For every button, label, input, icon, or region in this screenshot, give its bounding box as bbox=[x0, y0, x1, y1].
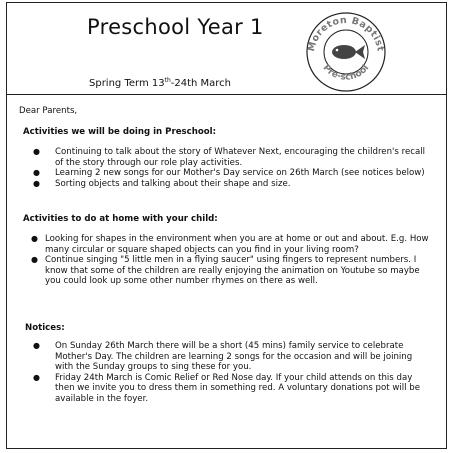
logo-bottom-text: Pre-school bbox=[320, 63, 372, 83]
preschool-logo bbox=[305, 11, 387, 93]
activities-heading: Activities we will be doing in Preschool: bbox=[23, 127, 217, 137]
greeting: Dear Parents, bbox=[19, 106, 78, 116]
logo-top-text: Moreton Baptist bbox=[306, 14, 386, 53]
home-activities-heading: Activities to do at home with your child: bbox=[23, 214, 218, 224]
bullet-icon: ● bbox=[31, 255, 38, 265]
list-item: ● Learning 2 new songs for our Mother's Day service on 26th March (see notices below) bbox=[33, 168, 425, 179]
activities-list bbox=[33, 147, 433, 189]
list-item: ● Friday 24th March is Comic Relief or Red Nose day. If your child attends on this day then we invite you to dress them in something red. A voluntary donations pot will be available in the foyer. bbox=[33, 372, 421, 404]
bullet-icon: ● bbox=[33, 341, 40, 350]
bullet-icon: ● bbox=[31, 234, 38, 243]
page-title: Preschool Year 1 bbox=[87, 15, 264, 39]
notices-list bbox=[33, 341, 433, 405]
term-prefix: Spring Term 13 bbox=[89, 78, 165, 89]
svg-text:Pre-school bbox=[321, 63, 372, 83]
list-item: ● Looking for shapes in the environment when you are at home or out and about. E.g. How many circular or square shaped objects can you find in your living room? bbox=[31, 234, 429, 255]
newsletter-frame bbox=[6, 2, 447, 449]
newsletter-body bbox=[7, 96, 446, 404]
term-sup: th bbox=[164, 77, 171, 84]
bullet-icon: ● bbox=[33, 168, 40, 178]
list-item: ● Sorting objects and talking about their shape and size. bbox=[33, 178, 291, 189]
bullet-icon: ● bbox=[33, 178, 40, 188]
list-item: ● On Sunday 26th March there will be a short (45 mins) family service to celebrate Mother's Day. The children are learning 2 songs for the occasion and will be joining with the Sunday groups to sing these for you. bbox=[33, 341, 413, 373]
list-item: ● Continue singing "5 little men in a flying saucer" using fingers to represent numbers. I know that some of the children are really enjoying the animation on Youtube so maybe you could look up some other number rhymes on there as well. bbox=[31, 255, 420, 287]
term-dates bbox=[89, 77, 231, 89]
bullet-icon: ● bbox=[33, 372, 40, 382]
notices-heading: Notices: bbox=[25, 323, 65, 333]
list-item: ● Continuing to talk about the story of Whatever Next, encouraging the children's recall of the story through our role play activities. bbox=[33, 147, 426, 168]
term-suffix: -24th March bbox=[170, 78, 232, 89]
fish-icon bbox=[332, 45, 365, 59]
home-activities-list bbox=[31, 234, 433, 287]
bullet-icon: ● bbox=[33, 147, 40, 156]
newsletter-header bbox=[7, 3, 446, 95]
